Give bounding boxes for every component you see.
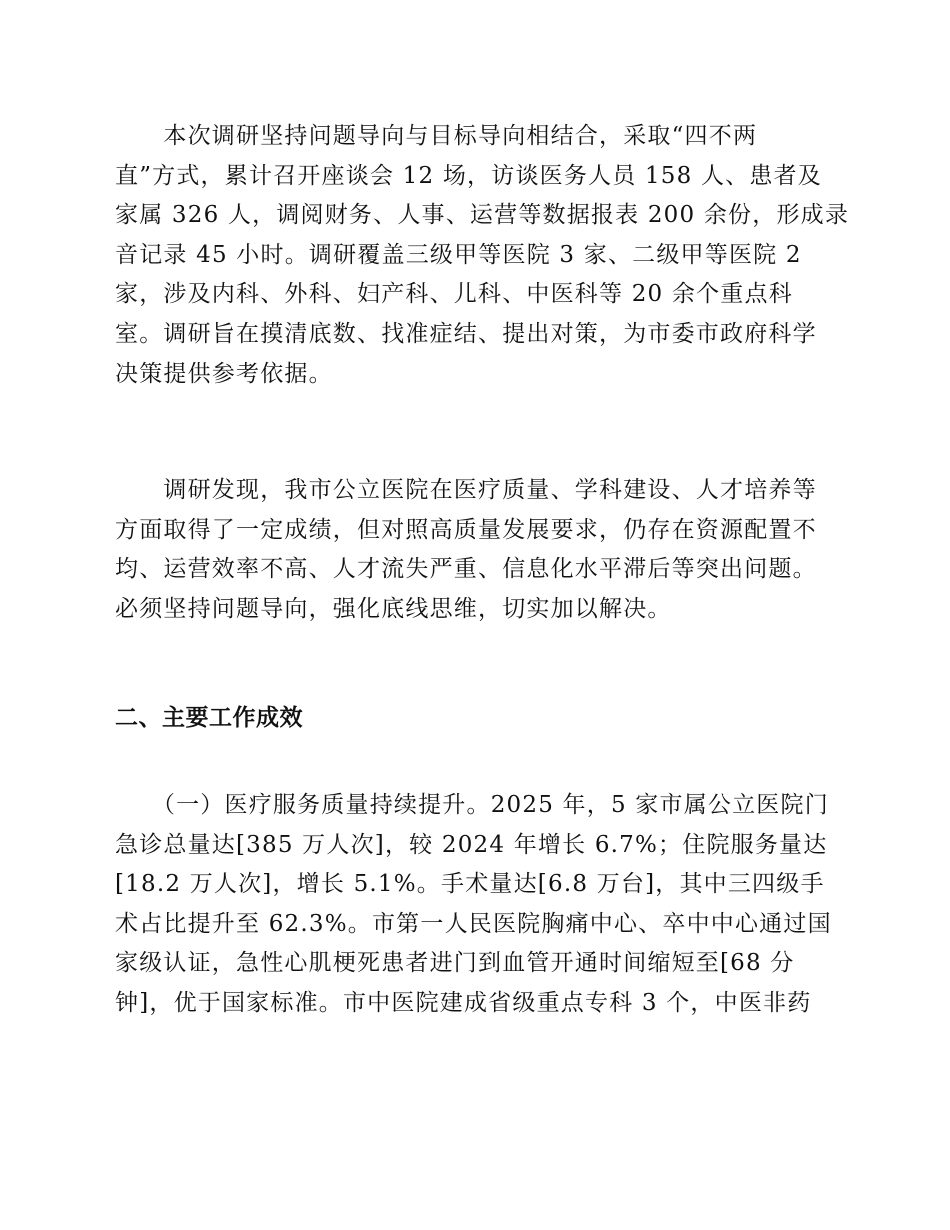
text-line: 均、运营效率不高、人才流失严重、信息化水平滞后等突出问题。	[115, 556, 817, 583]
text-line: 直”方式，累计召开座谈会 12 场，访谈医务人员 158 人、患者及	[115, 162, 822, 189]
text-line: （一）医疗服务质量持续提升。2025 年，5 家市属公立医院门	[115, 792, 829, 818]
text-line: 室。调研旨在摸清底数、找准症结、提出对策，为市委市政府科学	[115, 320, 817, 347]
text-line: 决策提供参考依据。	[115, 360, 333, 387]
text-line: 音记录 45 小时。调研覆盖三级甲等医院 3 家、二级甲等医院 2	[115, 241, 802, 268]
text-line: 术占比提升至 62.3%。市第一人民医院胸痛中心、卒中中心通过国	[115, 910, 832, 937]
paragraph-medical-quality	[115, 786, 845, 1024]
text-line: 家级认证，急性心肌梗死患者进门到血管开通时间缩短至[68 分	[115, 950, 795, 977]
text-line: 本次调研坚持问题导向与目标导向相结合，采取“四不两	[115, 123, 758, 149]
text-line: 家，涉及内科、外科、妇产科、儿科、中医科等 20 余个重点科	[115, 281, 793, 308]
text-line: [18.2 万人次]，增长 5.1%。手术量达[6.8 万台]，其中三四级手	[115, 871, 825, 898]
paragraph-research-method	[115, 117, 850, 394]
text-line: 方面取得了一定成绩，但对照高质量发展要求，仍存在资源配置不	[115, 516, 817, 543]
text-line: 必须坚持问题导向，强化底线思维，切实加以解决。	[115, 595, 672, 622]
text-line: 家属 326 人，调阅财务、人事、运营等数据报表 200 余份，形成录	[115, 202, 850, 229]
text-line: 急诊总量达[385 万人次]，较 2024 年增长 6.7%；住院服务量达	[115, 831, 828, 858]
section-heading: 二、主要工作成效	[115, 705, 303, 731]
paragraph-research-findings	[115, 471, 845, 629]
text-line: 调研发现，我市公立医院在医疗质量、学科建设、人才培养等	[115, 477, 817, 503]
text-line: 钟]，优于国家标准。市中医院建成省级重点专科 3 个，中医非药	[115, 989, 812, 1016]
